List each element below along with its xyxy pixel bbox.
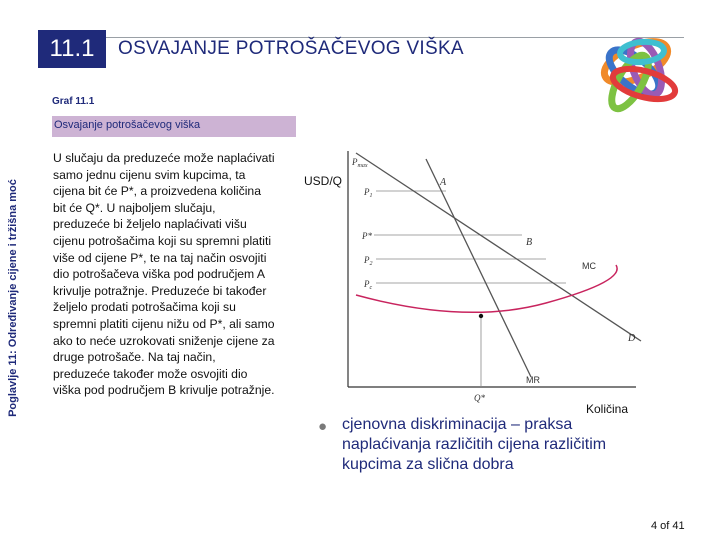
- bullet-dot: ●: [318, 418, 328, 435]
- body-text: U slučaju da preduzeće može naplaćivati samo jednu cijenu svim kupcima, ta cijena bit će P*, a proizvedena količina bit će Q*. U najboljem slučaju, preduzeće bi željelo naplaćivati višu cijenu potrošačima koji su spremni platiti više od cijene P*, te na taj način osvojiti dio potrošačeva viška pod područjem A krivulje potražnje. Preduzeće bi također željelo prodati potrošačima koji su spremni platiti cijenu nižu od P*, ali samo ako to neće uzrokovati sniženje cijene za druge potrošače. Na taj način, preduzeće također može osvojiti dio viška pod područjem B krivulje potražnje.: [53, 151, 275, 398]
- tick-label-pstar: P*: [362, 231, 372, 241]
- figure-caption: Osvajanje potrošačevog viška: [54, 119, 201, 131]
- side-title: Poglavlje 11: Određivanje cijene i tržišna moć: [7, 179, 19, 417]
- region-a-label: A: [440, 177, 447, 188]
- tick-label-pc: $P_c$: [364, 279, 373, 291]
- mc-label: MC: [582, 261, 596, 271]
- region-b-label: B: [526, 237, 533, 248]
- bullet-text: cjenovna diskriminacija – praksa naplaćivanja različitih cijena različitim kupcima za slična dobra: [342, 416, 607, 473]
- slide-title: OSVAJANJE POTROŠAČEVOG VIŠKA: [118, 38, 464, 59]
- chapter-number-badge: 11.1: [38, 30, 106, 68]
- intersection-point: [479, 314, 483, 318]
- tick-label-pmax: $P_{max}$: [352, 157, 368, 169]
- page-number: 4 of 41: [651, 520, 685, 532]
- figure-number: Graf 11.1: [52, 96, 95, 107]
- marginal-revenue-curve: [426, 159, 531, 377]
- demand-curve: [356, 153, 641, 341]
- price-discrimination-graph: [296, 145, 666, 415]
- tick-label-p1: $P_1$: [364, 187, 373, 199]
- qstar-label: Q*: [474, 393, 485, 403]
- y-axis-label: USD/Q: [304, 174, 343, 188]
- d-label: D: [628, 333, 636, 344]
- mr-label: MR: [526, 375, 540, 385]
- tick-label-p2: $P_2$: [364, 255, 373, 267]
- rings-logo: [584, 22, 694, 117]
- x-axis-label: Količina: [586, 402, 629, 415]
- marginal-cost-curve: [356, 265, 617, 312]
